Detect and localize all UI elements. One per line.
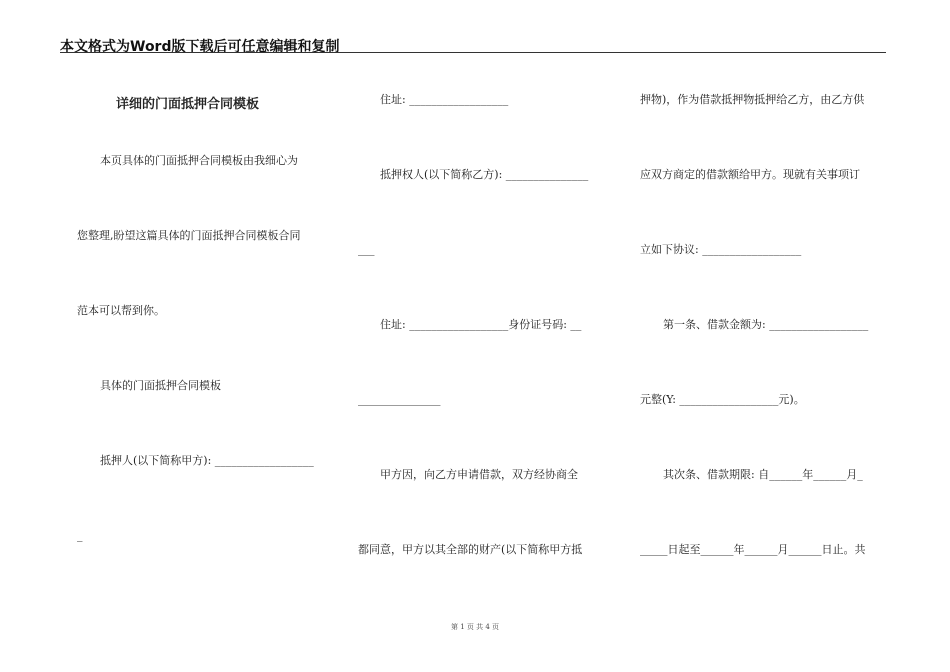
col1-line-1: 本页具体的门面抵押合同模板由我细心为: [100, 154, 298, 167]
header-divider: [60, 52, 886, 53]
document-title: 详细的门面抵押合同模板: [116, 97, 260, 112]
col3-line-3: 立如下协议: __________________: [640, 243, 802, 256]
col1-line-3: 范本可以帮到你。: [77, 304, 165, 317]
col1-line-6: _: [77, 529, 83, 542]
col3-line-1: 押物)，作为借款抵押物抵押给乙方，由乙方供: [640, 93, 865, 106]
col2-line-5: _______________: [358, 393, 441, 406]
col2-line-6: 甲方因，向乙方申请借款，双方经协商全: [380, 468, 578, 481]
col2-line-7: 都同意，甲方以其全部的财产(以下简称甲方抵: [358, 543, 583, 556]
col2-line-4: 住址: __________________身份证号码: __: [380, 318, 582, 331]
col1-line-2: 您整理,盼望这篇具体的门面抵押合同模板合同: [77, 229, 301, 242]
col1-line-5: 抵押人(以下简称甲方): __________________: [100, 454, 314, 467]
col3-line-2: 应双方商定的借款额给甲方。现就有关事项订: [640, 168, 860, 181]
col3-line-6: 其次条、借款期限: 自______年______月_: [663, 468, 863, 481]
col3-line-7: _____日起至______年______月______日止。共: [640, 543, 866, 556]
col2-line-2: 抵押权人(以下简称乙方): _______________: [380, 168, 589, 181]
col3-line-4: 第一条、借款金额为: __________________: [663, 318, 869, 331]
col2-line-3: ___: [358, 243, 375, 256]
page-number: 第 1 页 共 4 页: [450, 623, 500, 631]
col2-line-1: 住址: __________________: [380, 93, 509, 106]
col1-line-4: 具体的门面抵押合同模板: [100, 379, 221, 392]
document-header: 本文格式为Word版下载后可任意编辑和复制: [60, 39, 340, 55]
col3-line-5: 元整(Y: __________________元)。: [640, 393, 805, 406]
